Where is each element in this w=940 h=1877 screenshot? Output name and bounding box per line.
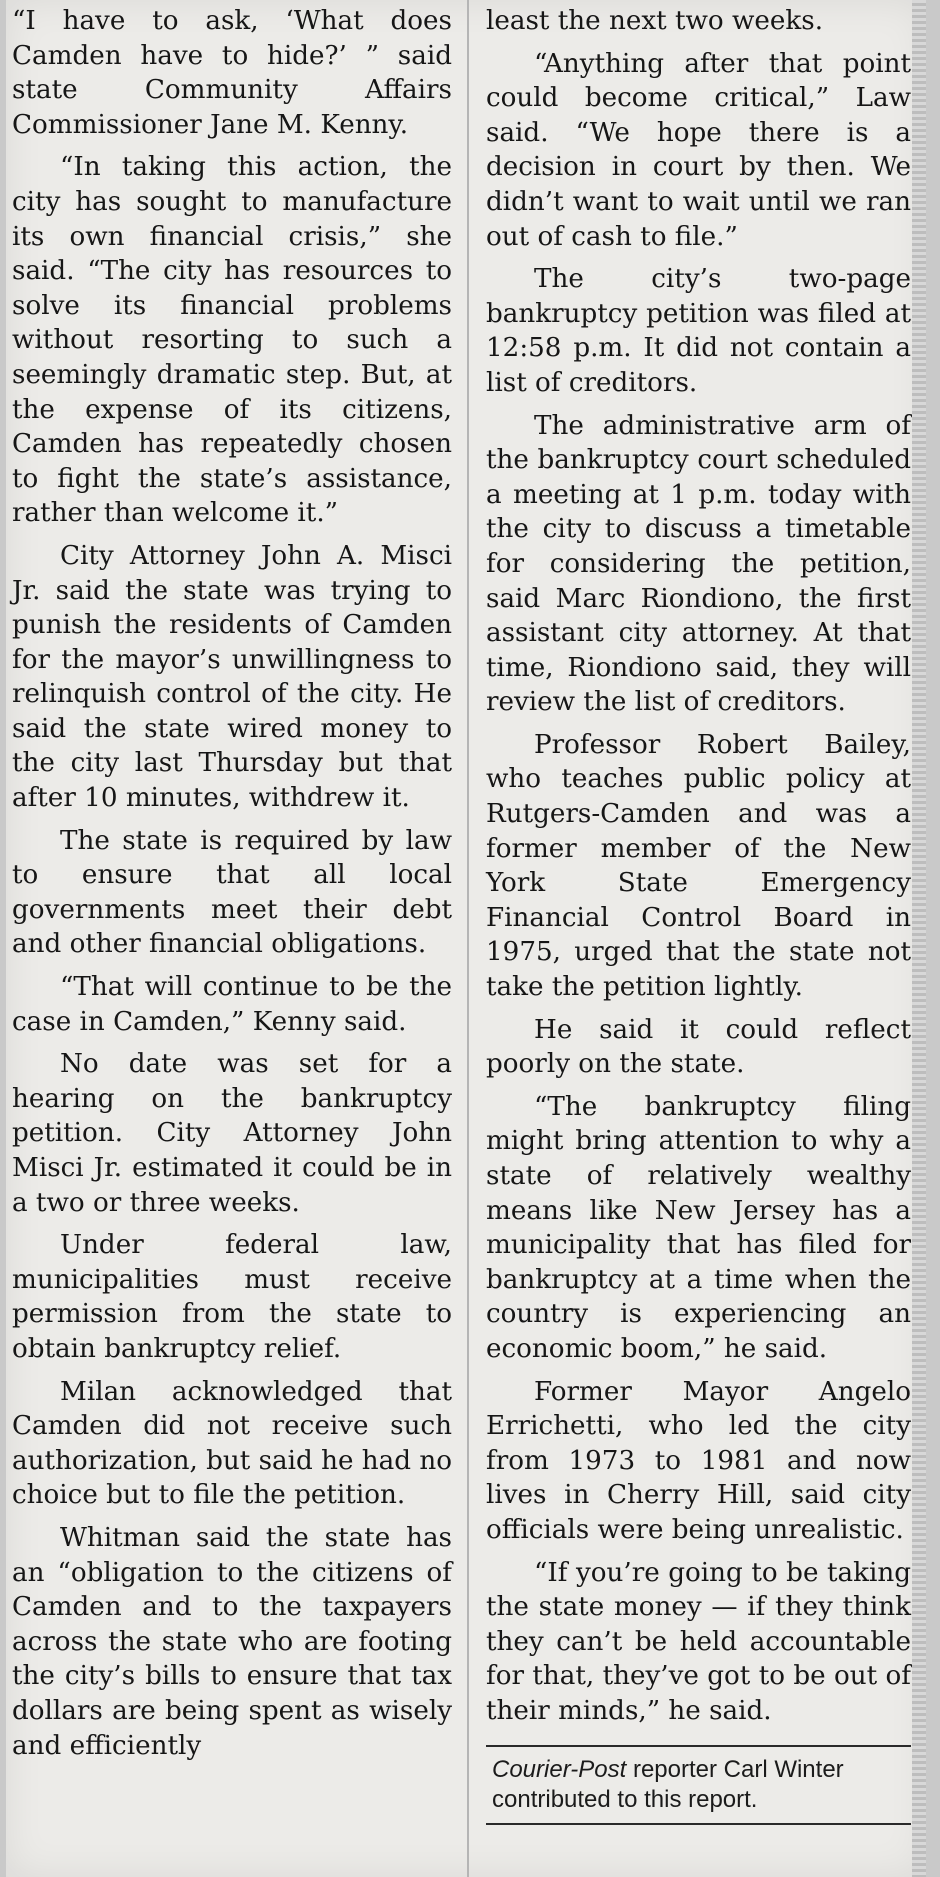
paragraph: The administrative arm of the bankruptcy court scheduled a meeting at 1 p.m. today with the city to discuss a timetable for considering the petition, said Marc Riondiono, the first assistant city attorney. At that time, Riondiono said, they will review the list of creditors. <box>486 410 911 718</box>
credit-bottom-rule <box>486 1823 911 1825</box>
article-column-left <box>12 4 452 1763</box>
paragraph: The state is required by law to ensure that all local governments meet their debt and other financial obligations. <box>12 825 452 960</box>
paragraph: “The bankruptcy filing might bring attention to why a state of relatively wealthy means like New Jersey has a municipality that has filed for bankruptcy at a time when the country is experiencing an economic boom,” he said. <box>486 1091 911 1364</box>
paragraph: Professor Robert Bailey, who teaches public policy at Rutgers-Camden and was a former member of the New York State Emergency Financial Control Board in 1975, urged that the state not take the petition lightly. <box>486 729 911 1003</box>
credit-text: reporter Carl Winter contributed to this report. <box>492 1755 844 1813</box>
reporter-credit <box>486 1755 911 1815</box>
scan-edge <box>912 0 926 1877</box>
column-gutter <box>467 0 469 1877</box>
paragraph: Former Mayor Angelo Errichetti, who led the city from 1973 to 1981 and now lives in Cherry Hill, said city officials were being unrealistic. <box>486 1376 911 1545</box>
paragraph: The city’s two-page bankruptcy petition was filed at 12:58 p.m. It did not contain a list of creditors. <box>486 264 911 398</box>
paragraph: He said it could reflect poorly on the state. <box>486 1014 911 1080</box>
paragraph-continuation: least the next two weeks. <box>486 6 824 36</box>
paragraph: City Attorney John A. Misci Jr. said the state was trying to punish the residents of Camden for the mayor’s unwillingness to relinquish control of the city. He said the state wired money to the city last Thursday but that after 10 minutes, withdrew it. <box>12 540 452 814</box>
newspaper-clipping <box>6 0 926 1877</box>
paragraph: “If you’re going to be taking the state money — if they think they can’t be held accountable for that, they’ve got to be out of their minds,” he said. <box>486 1557 911 1726</box>
paragraph: “I have to ask, ‘What does Camden have to hide?’ ” said state Community Affairs Commissioner Jane M. Kenny. <box>12 6 452 140</box>
paragraph: Milan acknowledged that Camden did not receive such authorization, but said he had no choice but to file the petition. <box>12 1376 452 1511</box>
paragraph: “In taking this action, the city has sought to manufacture its own financial crisis,” she said. “The city has resources to solve its financial problems without resorting to such a seemingly dramatic step. But, at the expense of its citizens, Camden has repeatedly chosen to fight the state’s assistance, rather than welcome it.” <box>12 152 452 529</box>
paragraph: No date was set for a hearing on the bankruptcy petition. City Attorney John Misci Jr. estimated it could be in a two or three weeks. <box>12 1049 452 1218</box>
paragraph: “Anything after that point could become critical,” Law said. “We hope there is a decision in court by then. We didn’t want to wait until we ran out of cash to file.” <box>486 48 911 252</box>
paragraph: “That will continue to be the case in Camden,” Kenny said. <box>12 972 452 1037</box>
credit-top-rule <box>486 1745 911 1747</box>
credit-publication: Courier-Post <box>492 1755 627 1783</box>
paragraph: Whitman said the state has an “obligation to the citizens of Camden and to the taxpayers across the state who are footing the city’s bills to ensure that tax dollars are being spent as wisely and efficiently <box>12 1522 452 1761</box>
paragraph: Under federal law, municipalities must receive permission from the state to obtain bankruptcy relief. <box>12 1230 452 1364</box>
article-column-right <box>486 4 911 1825</box>
